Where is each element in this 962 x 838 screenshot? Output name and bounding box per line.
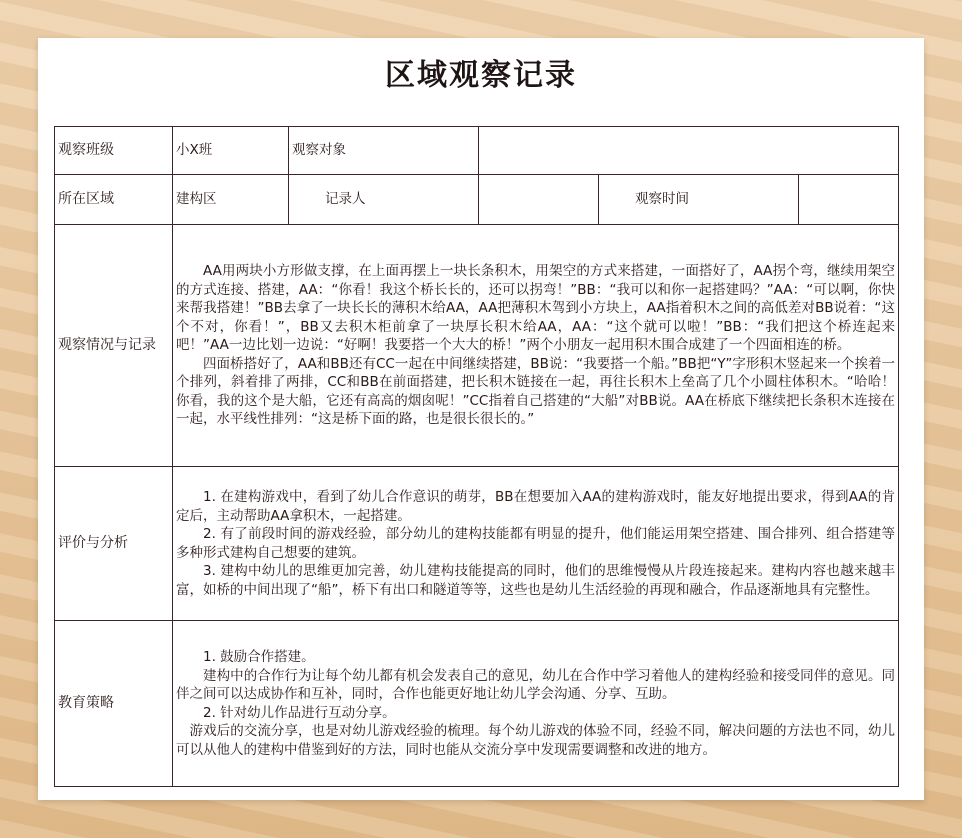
- evaluation-paragraph: 3. 建构中幼儿的思维更加完善，幼儿建构技能提高的同时，他们的思维慢慢从片段连接起来。建构内容也越来越丰富，如桥的中间出现了“船”，桥下有出口和隧道等等，这些也是幼儿生活经验的再现和融合，作品逐渐地具有完整性。: [176, 563, 896, 598]
- observation-label: 观察情况与记录: [55, 225, 173, 467]
- evaluation-paragraph: 1. 在建构游戏中，看到了幼儿合作意识的萌芽，BB在想要加入AA的建构游戏时，能友好地提出要求，得到AA的肯定后，主动帮助AA拿积木，一起搭建。: [176, 489, 896, 524]
- strategy-paragraph: 建构中的合作行为让每个幼儿都有机会发表自己的意见，幼儿在合作中学习着他人的建构经验和接受同伴的意见。同伴之间可以达成协作和互补，同时，合作也能更好地让幼儿学会沟通、分享、互助。: [176, 667, 896, 702]
- table-row: [55, 621, 899, 787]
- strategy-content: [173, 621, 899, 787]
- recorder-value: [479, 175, 599, 225]
- time-label: 观察时间: [599, 175, 799, 225]
- observation-content: [173, 225, 899, 467]
- strategy-paragraph: 2. 针对幼儿作品进行互动分享。: [203, 704, 396, 721]
- target-value: [479, 127, 899, 175]
- evaluation-content: [173, 467, 899, 621]
- strategy-paragraph: 1. 鼓励合作搭建。: [203, 649, 315, 665]
- recorder-label: 记录人: [289, 175, 479, 225]
- observation-table: [54, 126, 899, 787]
- area-label: 所在区域: [55, 175, 173, 225]
- strategy-paragraph: 游戏后的交流分享，也是对幼儿游戏经验的梳理。每个幼儿游戏的体验不同，经验不同，解决问题的方法也不同，幼儿可以从他人的建构中借鉴到好的方法，同时也能从交流分享中发现需要调整和改进的地方。: [176, 723, 896, 758]
- area-value: 建构区: [173, 175, 289, 225]
- observation-paragraph: AA用两块小方形做支撑，在上面再摆上一块长条积木，用架空的方式来搭建，一面搭好了，AA拐个弯，继续用架空的方式连接、搭建，AA：“你看！我这个桥长长的，还可以拐弯！”BB：“我可以和你一起搭建吗？”AA：“可以啊，你快来帮我搭建！”BB去拿了一块长长的薄积木给AA，AA把薄积木驾到小方块上，AA指着积木之间的高低差对BB说着：“这个不对，你看！”，BB又去积木柜前拿了一块厚长积木给AA，AA：“这个就可以啦！”BB：“我们把这个桥连起来吧！”AA一边比划一边说：“好啊！我要搭一个大大的桥！”两个小朋友一起用积木围合成建了一个四面相连的桥。: [176, 263, 896, 354]
- class-value: 小X班: [173, 127, 289, 175]
- evaluation-label: 评价与分析: [55, 467, 173, 621]
- evaluation-paragraph: 2. 有了前段时间的游戏经验，部分幼儿的建构技能都有明显的提升，他们能运用架空搭建、围合排列、组合搭建等多种形式建构自己想要的建筑。: [176, 526, 896, 561]
- table-row: [55, 225, 899, 467]
- page-title: 区域观察记录: [385, 58, 577, 93]
- time-value: [799, 175, 899, 225]
- target-label: 观察对象: [289, 127, 479, 175]
- record-sheet: [38, 38, 924, 800]
- class-label: 观察班级: [55, 127, 173, 175]
- table-row: [55, 467, 899, 621]
- table-row: [55, 127, 899, 175]
- strategy-label: 教育策略: [55, 621, 173, 787]
- observation-paragraph: 四面桥搭好了，AA和BB还有CC一起在中间继续搭建，BB说：“我要搭一个船。”BB把“Y”字形积木竖起来一个挨着一个排列，斜着排了两排，CC和BB在前面搭建，把长积木链接在一起，再往长积木上垒高了几个小圆柱体积木。“哈哈！你看，我的这个是大船，它还有高高的烟囱呢！”CC指着自己搭建的“大船”对BB说。AA在桥底下继续把长条积木连接在一起，水平线性排列：“这是桥下面的路，也是很长很长的。”: [176, 355, 896, 428]
- table-row: [55, 175, 899, 225]
